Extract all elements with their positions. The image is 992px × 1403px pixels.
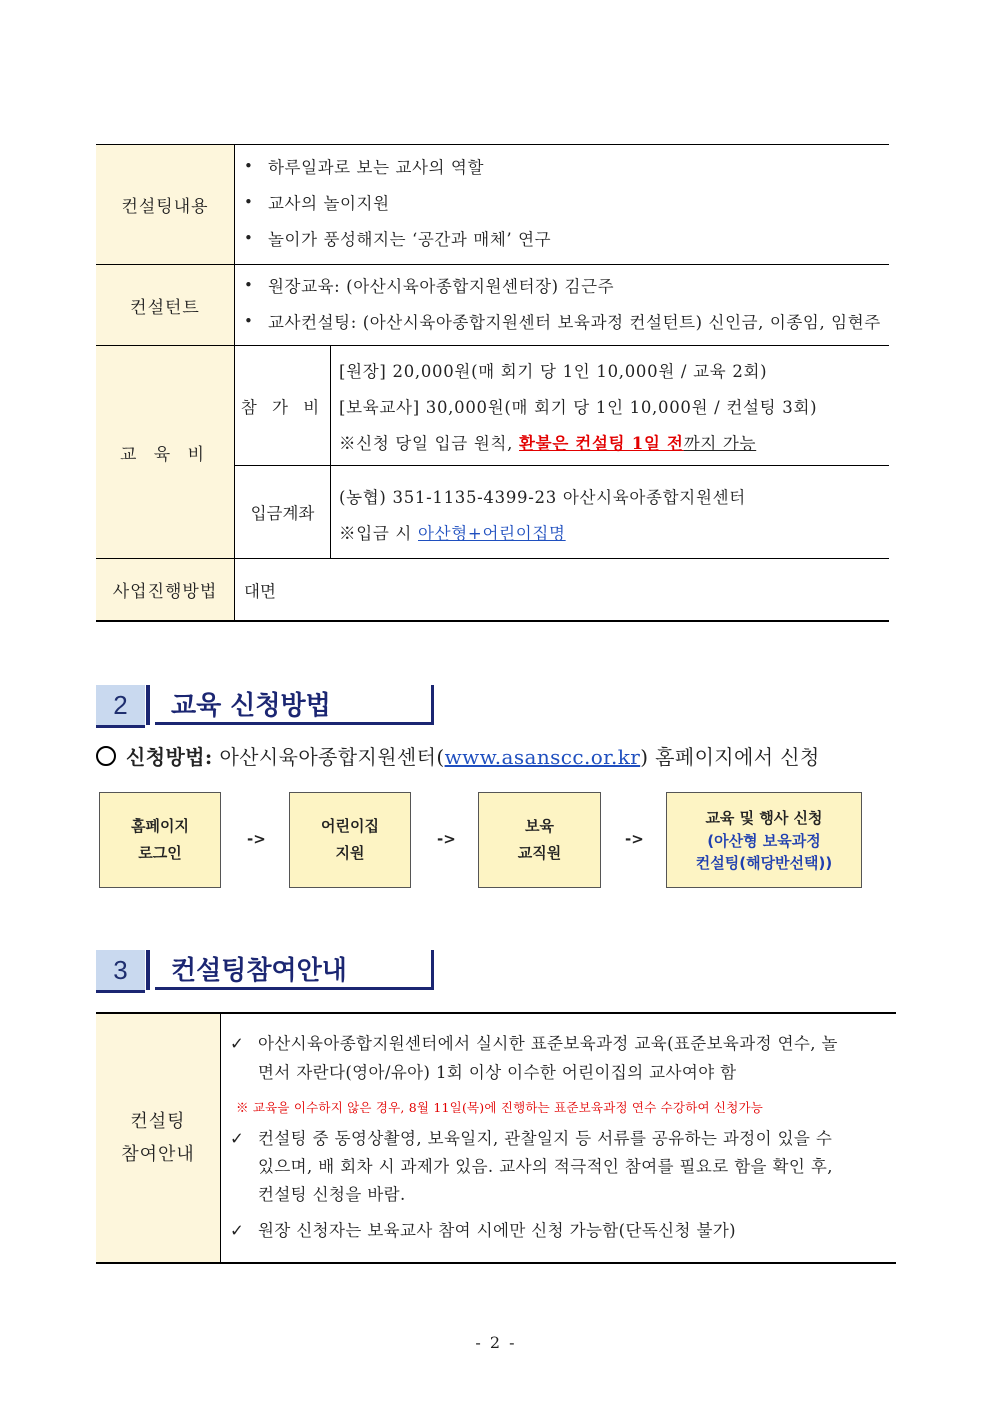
arrow-right-icon (437, 830, 456, 848)
list-item-text: 놀이가 풍성해지는 ‘공간과 매체’ 연구 (268, 230, 552, 249)
apply-text: ) 홈페이지에서 신청 (640, 745, 820, 769)
participation-fee-details (331, 346, 889, 465)
participation-guide-header (96, 1014, 221, 1262)
label-text: 입금계좌 (250, 504, 315, 523)
participation-fee-label (235, 346, 330, 465)
section-number (96, 685, 145, 725)
step-text: 교직원 (517, 844, 562, 862)
arrow-text: -> (625, 830, 644, 848)
section-title (155, 950, 434, 990)
header-label: 컨설팅 (130, 1111, 186, 1132)
guide-text: 아산시육아종합지원센터에서 실시한 표준보육과정 교육(표준보육과정 연수, 놀 (258, 1034, 838, 1053)
section-number (96, 950, 145, 990)
arrow-text: -> (437, 830, 456, 848)
list-item-text: 하루일과로 보는 교사의 역할 (268, 158, 485, 177)
guide-text: 컨설팅 중 동영상촬영, 보육일지, 관찰일지 등 서류를 공유하는 과정이 있을 수 (258, 1129, 833, 1148)
section-title-text: 교육 신청방법 (171, 691, 331, 721)
fee-principal: [원장] 20,000원(매 회기 당 1인 10,000원 / 교육 2회) (339, 362, 768, 381)
header-method (96, 559, 234, 620)
circle-bullet-icon (96, 746, 116, 766)
section-underline (96, 725, 145, 728)
section-underline (96, 990, 145, 993)
apply-method-colon: : (204, 745, 213, 769)
list-item: • 원장교육: (아산시육아종합지원센터장) 김근주 (244, 273, 614, 297)
step-text: 로그인 (138, 844, 182, 862)
step-homepage-login (99, 792, 221, 888)
refund-note-suffix: 까지 가능 (683, 434, 757, 453)
checkmark-icon: ✓ (230, 1221, 245, 1240)
method-value (244, 559, 844, 620)
header-consultant (96, 265, 234, 345)
refund-note-prefix: ※신청 당일 입금 원칙, (339, 434, 520, 453)
arrow-text: -> (247, 830, 266, 848)
section-divider (146, 685, 150, 725)
header-label: 컨설턴트 (130, 297, 200, 318)
section-number-text: 2 (113, 689, 128, 720)
section-divider (146, 950, 150, 990)
list-item: • 놀이가 풍성해지는 ‘공간과 매체’ 연구 (244, 226, 551, 250)
list-item-text: 교사의 놀이지원 (268, 194, 390, 213)
step-text: 지원 (335, 844, 365, 862)
list-item: • 교사컨설팅: (아산시육아종합지원센터 보육과정 컨설턴트) 신인금, 이종임, 임현주 (244, 309, 881, 333)
depositor-name-format: 아산형+어린이집명 (418, 524, 566, 543)
prerequisite-note: ※ 교육을 이수하지 않은 경우, 8월 11일(목)에 진행하는 표준보육과정 연수 수강하여 신청가능 (236, 1100, 764, 1115)
deposit-account-details (331, 466, 889, 558)
header-consulting-content (96, 145, 234, 264)
deposit-note (339, 520, 566, 544)
step-text: 교육 및 행사 신청 (705, 809, 823, 827)
section-title (155, 685, 434, 725)
guide-text: 컨설팅 신청을 바람. (258, 1185, 406, 1204)
bank-account: (농협) 351-1135-4399-23 아산시육아종합지원센터 (339, 488, 746, 507)
step-childcare-staff (478, 792, 601, 888)
label-text: 참 가 비 (240, 397, 325, 417)
page-number: - 2 - (475, 1333, 517, 1352)
step-event-application (666, 792, 862, 888)
list-item-text: 원장교육: (아산시육아종합지원센터장) 김근주 (268, 277, 615, 296)
step-text: (아산형 보육과정 (707, 832, 821, 850)
checkmark-icon: ✓ (230, 1034, 245, 1053)
step-text: 어린이집 (321, 817, 379, 835)
apply-text: 아산시육아종합지원센터( (212, 745, 445, 769)
deposit-note-prefix: ※입금 시 (339, 524, 419, 543)
checkmark-icon: ✓ (230, 1129, 245, 1148)
step-daycare-support (289, 792, 411, 888)
step-text: 홈페이지 (131, 817, 189, 835)
method-text: 대면 (244, 581, 276, 601)
arrow-right-icon (625, 830, 644, 848)
list-item: • 교사의 놀이지원 (244, 190, 390, 214)
consulting-content-list (244, 144, 884, 264)
refund-note (339, 430, 756, 454)
list-item-text: 교사컨설팅: (아산시육아종합지원센터 보육과정 컨설턴트) 신인금, 이종임, 임현주 (268, 313, 881, 332)
deposit-account-label (235, 466, 330, 558)
header-fee (96, 346, 234, 558)
table-bottom-border (96, 1262, 896, 1264)
education-info-table (96, 144, 889, 622)
apply-method-line (96, 741, 820, 770)
website-link[interactable]: www.asanscc.or.kr (444, 745, 641, 769)
section-number-text: 3 (113, 954, 128, 985)
header-label: 사업진행방법 (112, 582, 218, 602)
guide-text: 있으며, 배 회차 시 과제가 있음. 교사의 적극적인 참여를 필요로 함을 확인 후, (258, 1157, 833, 1176)
fee-teacher: [보육교사] 30,000원(매 회기 당 1인 10,000원 / 컨설팅 3회) (339, 398, 818, 417)
guide-text: 원장 신청자는 보육교사 참여 시에만 신청 가능함(단독신청 불가) (258, 1221, 737, 1240)
section-title-text: 컨설팅참여안내 (171, 956, 347, 986)
consultant-list (244, 265, 884, 345)
header-label: 교 육 비 (119, 444, 211, 465)
step-text: 보육 (525, 817, 554, 835)
arrow-right-icon (247, 830, 266, 848)
list-item: • 하루일과로 보는 교사의 역할 (244, 154, 484, 178)
step-text: 컨설팅(해당반선택)) (695, 854, 833, 872)
header-label: 컨설팅내용 (121, 197, 209, 217)
guide-text: 면서 자란다(영아/유아) 1회 이상 이수한 어린이집의 교사여야 함 (258, 1063, 737, 1082)
refund-deadline: 환불은 컨설팅 1일 전 (519, 434, 684, 453)
apply-method-label: 신청방법 (126, 745, 205, 769)
header-label: 참여안내 (121, 1144, 195, 1165)
